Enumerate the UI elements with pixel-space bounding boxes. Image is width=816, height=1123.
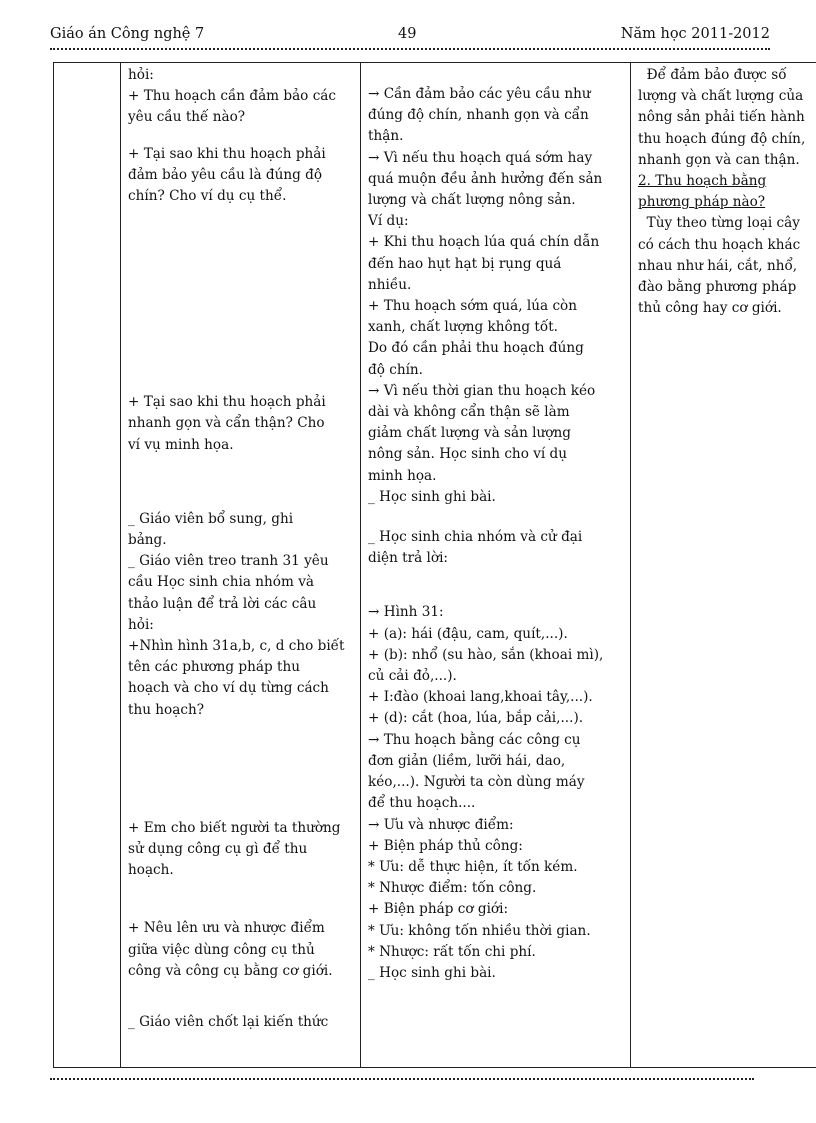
teacher-line: + Tại sao khi thu hoạch phải: [128, 145, 326, 162]
student-line: nhiều.: [368, 276, 412, 293]
student-line: → Vì nếu thời gian thu hoạch kéo: [368, 382, 596, 399]
student-line: đến hao hụt hạt bị rụng quá: [368, 255, 562, 272]
lesson-row: [54, 63, 816, 1068]
student-line: thận.: [368, 128, 404, 145]
teacher-line: hoạch.: [128, 862, 174, 879]
header-page-number: 49: [398, 26, 417, 42]
teacher-line: _ Giáo viên bổ sung, ghi: [128, 510, 294, 527]
teacher-line: đảm bảo yêu cầu là đúng độ: [128, 166, 323, 183]
teacher-line: hỏi:: [128, 67, 154, 83]
student-line: * Nhược điểm: tốn công.: [368, 880, 537, 897]
student-activity-cell: [361, 63, 631, 1068]
student-line: → Vì nếu thu hoạch quá sớm hay: [368, 149, 593, 166]
student-line: → Cần đảm bảo các yêu cầu như: [368, 86, 591, 102]
page-header: [50, 26, 770, 48]
teacher-line: hỏi:: [128, 616, 154, 633]
lesson-content-cell: [631, 63, 816, 1068]
teacher-line: giữa việc dùng công cụ thủ: [128, 941, 315, 958]
teacher-line: +Nhìn hình 31a,b, c, d cho biết: [128, 638, 345, 655]
student-line: + (b): nhổ (su hào, sắn (khoai mì),: [368, 646, 604, 663]
student-line: * Ưu: dễ thực hiện, ít tốn kém.: [368, 858, 578, 875]
student-line: Do đó cần phải thu hoạch đúng: [368, 340, 584, 357]
teacher-line: bảng.: [128, 532, 167, 549]
student-line: + Thu hoạch sớm quá, lúa còn: [368, 298, 577, 315]
student-line: + (a): hái (đậu, cam, quít,...).: [368, 625, 568, 642]
student-line: _ Học sinh ghi bài.: [368, 488, 496, 505]
teacher-line: nhanh gọn và cẩn thận? Cho: [128, 415, 325, 432]
lesson-table: [53, 62, 816, 1068]
header-document-title: Giáo án Công nghệ 7: [50, 26, 205, 42]
student-line: → Ưu và nhược điểm:: [368, 816, 514, 833]
teacher-line: hoạch và cho ví dụ từng cách: [128, 680, 329, 697]
student-line: lượng và chất lượng nông sản.: [368, 192, 576, 209]
teacher-line: _ Giáo viên chốt lại kiến thức: [128, 1014, 329, 1031]
student-line: + Khi thu hoạch lúa quá chín dẫn: [368, 234, 600, 251]
student-line: diện trả lời:: [368, 550, 449, 567]
student-line: _ Học sinh chia nhóm và cử đại: [368, 529, 583, 546]
teacher-line: chín? Cho ví dụ cụ thể.: [128, 188, 287, 205]
content-line: nhanh gọn và can thận.: [638, 151, 800, 168]
student-line: độ chín.: [368, 361, 423, 378]
content-line: có cách thu hoạch khác: [638, 236, 801, 253]
student-line: quá muộn đều ảnh hưởng đến sản: [368, 170, 603, 187]
content-line: Tùy theo từng loại cây: [638, 215, 800, 232]
student-line: để thu hoạch....: [368, 795, 476, 812]
content-line: thu hoạch đúng độ chín,: [638, 130, 806, 147]
content-line: nhau như hái, cắt, nhổ,: [638, 257, 798, 274]
content-line: nông sản phải tiến hành: [638, 109, 805, 126]
teacher-line: công và công cụ bằng cơ giới.: [128, 962, 333, 979]
content-line: lượng và chất lượng của: [638, 88, 804, 105]
student-line: xanh, chất lượng không tốt.: [368, 319, 558, 336]
student-line: * Nhược: rất tốn chi phí.: [368, 943, 536, 960]
student-line: đơn giản (liềm, lưỡi hái, dao,: [368, 752, 566, 769]
header-dotted-divider: [50, 48, 770, 50]
teacher-line: tên các phương pháp thu: [128, 659, 300, 676]
teacher-line: sử dụng công cụ gì để thu: [128, 841, 308, 858]
teacher-line: + Nêu lên ưu và nhược điểm: [128, 920, 325, 937]
teacher-activity-cell: [121, 63, 361, 1068]
student-line: đúng độ chín, nhanh gọn và cẩn: [368, 107, 589, 124]
teacher-line: yêu cầu thế nào?: [128, 109, 246, 126]
teacher-line: thu hoạch?: [128, 701, 204, 718]
student-line: → Hình 31:: [368, 604, 444, 621]
student-line: _ Học sinh ghi bài.: [368, 964, 496, 981]
teacher-line: + Thu hoạch cần đảm bảo các: [128, 88, 337, 105]
content-line: Để đảm bảo được số: [638, 67, 787, 83]
student-line: kéo,...). Người ta còn dùng máy: [368, 774, 585, 791]
student-line: nông sản. Học sinh cho ví dụ: [368, 446, 568, 463]
student-line: minh họa.: [368, 467, 437, 484]
student-line: Ví dụ:: [368, 213, 409, 230]
teacher-line: thảo luận để trả lời các câu: [128, 595, 317, 612]
content-line: đào bằng phương pháp: [638, 279, 797, 296]
section-heading-line: phương pháp nào?: [638, 194, 766, 211]
teacher-line: + Em cho biết người ta thường: [128, 819, 341, 836]
student-line: + Biện pháp thủ công:: [368, 837, 523, 854]
student-line: củ cải đỏ,...).: [368, 668, 457, 685]
teacher-line: ví vụ minh họa.: [128, 436, 234, 453]
student-line: + (d): cắt (hoa, lúa, bắp cải,...).: [368, 710, 584, 727]
margin-column-cell: [54, 63, 121, 1068]
header-school-year: Năm học 2011-2012: [620, 26, 770, 42]
content-line: thủ công hay cơ giới.: [638, 300, 782, 317]
student-line: → Thu hoạch bằng các công cụ: [368, 731, 581, 748]
student-line: * Ưu: không tốn nhiều thời gian.: [368, 922, 591, 939]
student-line: + I:đào (khoai lang,khoai tây,...).: [368, 689, 593, 706]
teacher-line: + Tại sao khi thu hoạch phải: [128, 394, 326, 411]
teacher-line: _ Giáo viên treo tranh 31 yêu: [128, 553, 329, 570]
footer-dotted-divider: [50, 1078, 754, 1080]
section-heading-line: 2. Thu hoạch bằng: [638, 173, 767, 190]
student-line: dài và không cẩn thận sẽ làm: [368, 404, 570, 421]
teacher-line: cầu Học sinh chia nhóm và: [128, 574, 314, 591]
student-line: + Biện pháp cơ giới:: [368, 901, 509, 918]
student-line: giảm chất lượng và sản lượng: [368, 425, 571, 442]
